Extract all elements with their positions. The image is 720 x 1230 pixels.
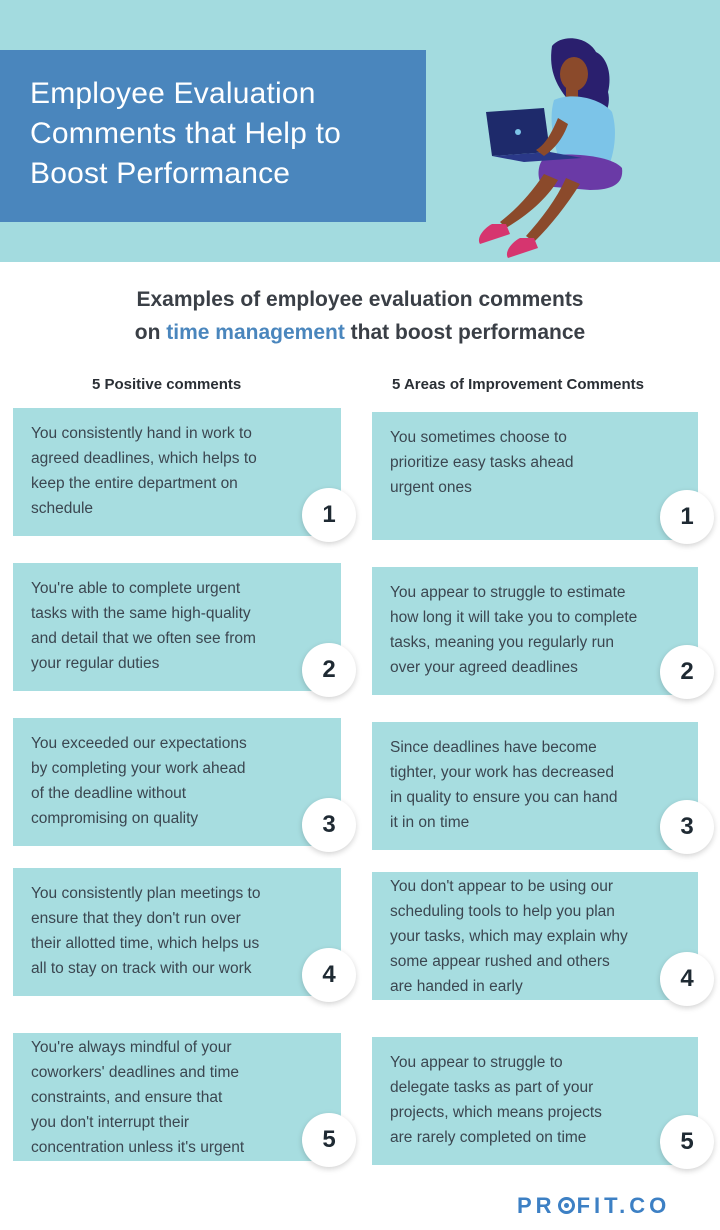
card-line: in quality to ensure you can hand — [390, 789, 618, 806]
profit-co-logo — [517, 1193, 670, 1219]
card-line: are rarely completed on time — [390, 1129, 587, 1146]
improvement-card-5 — [372, 1037, 698, 1165]
positive-card-5 — [13, 1033, 341, 1161]
card-line: all to stay on track with our work — [31, 960, 252, 977]
card-line: tasks with the same high-quality — [31, 605, 251, 622]
card-line: you don't interrupt their — [31, 1114, 190, 1131]
improvement-card-4 — [372, 872, 698, 1000]
card-line: some appear rushed and others — [390, 953, 610, 970]
card-line: your regular duties — [31, 655, 160, 672]
card-line: You consistently hand in work to — [31, 425, 252, 442]
card-line: You don't appear to be using our — [390, 878, 614, 895]
subheading — [0, 283, 720, 349]
improvement-number-badge-3: 3 — [660, 800, 714, 854]
card-line: Since deadlines have become — [390, 739, 597, 756]
positive-number-badge-2: 2 — [302, 643, 356, 697]
card-line: scheduling tools to help you plan — [390, 903, 615, 920]
positive-number-badge-1: 1 — [302, 488, 356, 542]
card-line: agreed deadlines, which helps to — [31, 450, 257, 467]
logo-o-target-icon — [558, 1197, 575, 1214]
subheading-line-2-pre: on — [134, 321, 167, 344]
card-line: You're able to complete urgent — [31, 580, 241, 597]
improvement-column-heading: 5 Areas of Improvement Comments — [392, 376, 645, 393]
page-title-line-2: Comments that Help to — [30, 117, 341, 150]
card-line: tighter, your work has decreased — [390, 764, 615, 781]
page-title-line-3: Boost Performance — [30, 157, 291, 190]
subheading-line-1: Examples of employee evaluation comments — [136, 288, 584, 311]
positive-card-2 — [13, 563, 341, 691]
improvement-number-badge-1: 1 — [660, 490, 714, 544]
improvement-number-badge-4: 4 — [660, 952, 714, 1006]
card-line: coworkers' deadlines and time — [31, 1064, 240, 1081]
card-line: You appear to struggle to estimate — [390, 584, 626, 601]
positive-card-1 — [13, 408, 341, 536]
improvement-card-3 — [372, 722, 698, 850]
card-line: delegate tasks as part of your — [390, 1079, 594, 1096]
card-line: You're always mindful of your — [31, 1039, 232, 1056]
page-title-line-1: Employee Evaluation — [30, 77, 316, 110]
card-line: your tasks, which may explain why — [390, 928, 628, 945]
card-line: You exceeded our expectations — [31, 735, 247, 752]
card-line: ensure that they don't run over — [31, 910, 241, 927]
card-line: projects, which means projects — [390, 1104, 602, 1121]
improvement-number-badge-5: 5 — [660, 1115, 714, 1169]
subheading-highlight: time management — [166, 321, 345, 344]
card-line: constraints, and ensure that — [31, 1089, 223, 1106]
card-line: You appear to struggle to — [390, 1054, 563, 1071]
improvement-number-badge-2: 2 — [660, 645, 714, 699]
card-line: it in on time — [390, 814, 470, 831]
card-line: schedule — [31, 500, 94, 517]
subheading-line-2 — [0, 316, 720, 349]
card-line: You consistently plan meetings to — [31, 885, 261, 902]
card-line: prioritize easy tasks ahead — [390, 454, 574, 471]
card-line: of the deadline without — [31, 785, 187, 802]
card-line: how long it will take you to complete — [390, 609, 638, 626]
card-line: You sometimes choose to — [390, 429, 567, 446]
positive-card-4 — [13, 868, 341, 996]
positive-number-badge-4: 4 — [302, 948, 356, 1002]
subheading-line-2-post: that boost performance — [344, 321, 586, 344]
positive-number-badge-5: 5 — [302, 1113, 356, 1167]
card-line: keep the entire department on — [31, 475, 238, 492]
card-line: compromising on quality — [31, 810, 199, 827]
card-line: are handed in early — [390, 978, 523, 995]
card-line: by completing your work ahead — [31, 760, 246, 777]
card-line: urgent ones — [390, 479, 472, 496]
card-line: concentration unless it's urgent — [31, 1139, 245, 1156]
card-line: and detail that we often see from — [31, 630, 256, 647]
positive-number-badge-3: 3 — [302, 798, 356, 852]
card-line: their allotted time, which helps us — [31, 935, 260, 952]
improvement-card-1 — [372, 412, 698, 540]
card-line: tasks, meaning you regularly run — [390, 634, 615, 651]
card-line: over your agreed deadlines — [390, 659, 578, 676]
positive-card-3 — [13, 718, 341, 846]
hero-banner — [0, 0, 720, 262]
logo-text-left: PR — [517, 1193, 556, 1218]
improvement-card-2 — [372, 567, 698, 695]
title-box — [0, 50, 426, 222]
woman-with-laptop-illustration — [462, 28, 662, 260]
logo-text-right: FIT.CO — [576, 1193, 671, 1218]
positive-column-heading: 5 Positive comments — [92, 376, 242, 393]
